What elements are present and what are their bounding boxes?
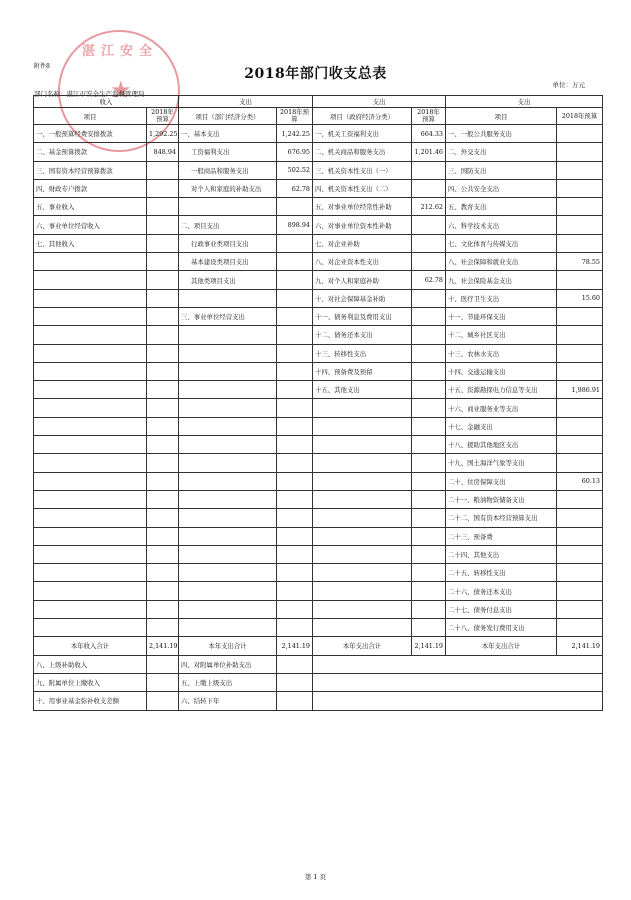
seal-text: 湛江安全 [82,44,159,59]
income-value [147,362,179,380]
income-total-value: 2,141.19 [147,637,179,655]
income-value [147,271,179,289]
income-item: 三、国有资本经营预算拨款 [34,161,147,179]
econ-item [179,454,277,472]
func-value [557,216,603,234]
table-row [34,399,603,417]
expense-header-func: 支出 [446,96,603,108]
func-value: 1,986.91 [557,381,603,399]
func-value [557,143,603,161]
income-value [147,673,179,691]
func-value [557,564,603,582]
func-value [557,326,603,344]
econ-item: 四、对附属单位补助支出 [179,655,277,673]
econ-item [179,326,277,344]
gov-econ-value [412,179,446,197]
table-row [34,545,603,563]
econ-item [179,472,277,490]
table-row [34,655,603,673]
gov-econ-value [412,399,446,417]
econ-value [277,436,313,454]
func-item: 二十五、转移性支出 [446,564,557,582]
table-row [34,490,603,508]
gov-econ-value [412,289,446,307]
func-item: 二十八、债务发行费用支出 [446,619,557,637]
econ-item [179,198,277,216]
income-value [147,490,179,508]
econ-value: 1,242.25 [277,125,313,143]
budget-table [33,95,603,711]
table-row [34,253,603,271]
gov-econ-value [412,436,446,454]
income-header: 收入 [34,96,179,108]
gov-econ-item: 十二、债务还本支出 [313,326,412,344]
income-item [34,436,147,454]
gov-total-label: 本年支出合计 [313,637,412,655]
gov-econ-value [412,381,446,399]
blank-cell [313,692,603,710]
func-value [557,527,603,545]
econ-item: 六、结转下年 [179,692,277,710]
econ-value [277,509,313,527]
income-value [147,326,179,344]
department-name: 部门名称：湛江市安全生产监督管理局 [34,90,145,98]
econ-value [277,673,313,691]
econ-item [179,582,277,600]
econ-item [179,619,277,637]
gov-econ-item: 二、机关商品和服务支出 [313,143,412,161]
econ-item [179,490,277,508]
func-value [557,179,603,197]
blank-cell [313,673,603,691]
income-item [34,490,147,508]
econ-value [277,289,313,307]
table-row [34,362,603,380]
expense-total-label: 本年支出合计 [179,637,277,655]
econ-item [179,600,277,618]
income-value [147,454,179,472]
econ-value [277,619,313,637]
econ-item: 其他类项目支出 [179,271,277,289]
econ-value [277,692,313,710]
econ-item: 基本建设类项目支出 [179,253,277,271]
gov-econ-item [313,454,412,472]
func-item: 十、医疗卫生支出 [446,289,557,307]
func-value [557,509,603,527]
income-item: 二、基金预算拨款 [34,143,147,161]
func-item: 六、科学技术支出 [446,216,557,234]
func-item: 二十一、粮油物资储备支出 [446,490,557,508]
func-value [557,362,603,380]
col-item: 项目 [446,108,557,125]
income-value [147,198,179,216]
table-row [34,198,603,216]
econ-value: 62.78 [277,179,313,197]
income-value: 1,292.25 [147,125,179,143]
table-row [34,527,603,545]
table-row [34,179,603,197]
econ-item [179,436,277,454]
income-value [147,619,179,637]
col-gov-econ-class: 项目（政府经济分类） [313,108,412,125]
gov-econ-item [313,417,412,435]
econ-item [179,564,277,582]
income-item [34,307,147,325]
econ-value [277,564,313,582]
func-value [557,161,603,179]
income-item [34,326,147,344]
func-item: 十四、交通运输支出 [446,362,557,380]
table-row [34,692,603,710]
econ-value [277,655,313,673]
income-item [34,509,147,527]
econ-value [277,527,313,545]
econ-item [179,417,277,435]
table-row [34,234,603,252]
func-item: 十七、金融支出 [446,417,557,435]
table-row [34,216,603,234]
income-item [34,381,147,399]
blank-cell [313,655,603,673]
func-item: 一、一般公共服务支出 [446,125,557,143]
table-row [34,472,603,490]
func-item: 三、国防支出 [446,161,557,179]
income-item [34,564,147,582]
func-value [557,582,603,600]
econ-value [277,326,313,344]
econ-item: 对个人和家庭的补助支出 [179,179,277,197]
table-row [34,564,603,582]
econ-item [179,362,277,380]
table-row [34,125,603,143]
func-value [557,545,603,563]
table-row [34,143,603,161]
income-value [147,216,179,234]
table-row [34,582,603,600]
gov-econ-value [412,527,446,545]
econ-value [277,307,313,325]
econ-value [277,417,313,435]
func-value [557,436,603,454]
gov-econ-value: 62.78 [412,271,446,289]
income-item [34,399,147,417]
func-item: 十八、援助其他地区支出 [446,436,557,454]
gov-econ-item: 四、机关资本性支出（二） [313,179,412,197]
gov-econ-item: 七、对企业补助 [313,234,412,252]
gov-econ-item [313,527,412,545]
income-value [147,234,179,252]
func-item: 五、教育支出 [446,198,557,216]
econ-item: 五、上缴上级支出 [179,673,277,691]
econ-item: 行政事业类项目支出 [179,234,277,252]
func-item: 二十、住房保障支出 [446,472,557,490]
gov-econ-value [412,472,446,490]
gov-econ-item: 八、对企业资本性支出 [313,253,412,271]
econ-item [179,381,277,399]
expense-header-gov: 支出 [313,96,446,108]
unit-label: 单位：万元 [552,81,585,89]
table-row [34,509,603,527]
table-row [34,600,603,618]
func-item: 十三、农林水支出 [446,344,557,362]
func-value [557,344,603,362]
gov-econ-value [412,307,446,325]
gov-econ-item: 一、机关工资福利支出 [313,125,412,143]
econ-item [179,289,277,307]
func-total-value: 2,141.19 [557,637,603,655]
page-number: 第 1 页 [304,873,327,881]
page-title: 2018年部门收支总表 [244,66,387,82]
income-item [34,527,147,545]
gov-econ-value: 1,201.46 [412,143,446,161]
econ-value [277,198,313,216]
func-item: 十九、国土海洋气象等支出 [446,454,557,472]
gov-econ-item [313,545,412,563]
func-value [557,490,603,508]
income-value [147,344,179,362]
gov-econ-item [313,600,412,618]
func-item: 二十二、国有资本经营预算支出 [446,509,557,527]
econ-value [277,362,313,380]
seal-star-icon: ★ [110,76,132,104]
income-value [147,472,179,490]
income-value [147,564,179,582]
gov-econ-value [412,454,446,472]
income-item [34,289,147,307]
gov-econ-item: 十一、债务利息及费用支出 [313,307,412,325]
income-value [147,417,179,435]
func-value [557,619,603,637]
income-item: 十、用事业基金弥补收支差额 [34,692,147,710]
income-item: 八、上级补助收入 [34,655,147,673]
attachment-label: 附件8 [34,63,50,70]
func-item: 二十六、债务还本支出 [446,582,557,600]
econ-item [179,545,277,563]
col-budget: 2018年预算 [147,108,179,125]
func-value [557,307,603,325]
gov-econ-value [412,362,446,380]
econ-value [277,454,313,472]
income-item [34,417,147,435]
income-item [34,582,147,600]
gov-econ-value [412,253,446,271]
income-item [34,600,147,618]
table-row [34,344,603,362]
func-item: 二、外交支出 [446,143,557,161]
gov-econ-value [412,545,446,563]
func-total-label: 本年支出合计 [446,637,557,655]
expense-header: 支出 [179,96,313,108]
table-row [34,436,603,454]
gov-econ-value [412,582,446,600]
func-item: 二十三、预备费 [446,527,557,545]
econ-value [277,490,313,508]
gov-econ-item: 九、对个人和家庭补助 [313,271,412,289]
func-value [557,271,603,289]
income-item: 五、事业收入 [34,198,147,216]
income-value [147,545,179,563]
gov-econ-value [412,326,446,344]
func-item: 二十四、其他支出 [446,545,557,563]
func-value [557,125,603,143]
income-value [147,692,179,710]
income-value [147,381,179,399]
econ-item: 一、基本支出 [179,125,277,143]
func-value [557,399,603,417]
gov-econ-value [412,509,446,527]
gov-econ-item: 六、对事业单位资本性补助 [313,216,412,234]
gov-econ-item: 十四、预备费及预留 [313,362,412,380]
income-item [34,472,147,490]
income-value [147,307,179,325]
gov-econ-item: 十、对社会保障基金补助 [313,289,412,307]
func-item: 九、社会保险基金支出 [446,271,557,289]
func-item: 十五、资源勘探电力信息等支出 [446,381,557,399]
table-row [34,417,603,435]
gov-econ-value [412,161,446,179]
econ-value [277,344,313,362]
income-item: 一、一般预算经费安排拨款 [34,125,147,143]
table-row [34,381,603,399]
econ-value: 898.94 [277,216,313,234]
gov-econ-value: 664.33 [412,125,446,143]
func-value: 15.60 [557,289,603,307]
econ-value: 502.52 [277,161,313,179]
gov-econ-item: 五、对事业单位经常性补助 [313,198,412,216]
totals-row [34,637,603,655]
table-row [34,307,603,325]
income-value [147,509,179,527]
econ-item [179,509,277,527]
gov-econ-value [412,234,446,252]
table-row [34,619,603,637]
col-econ-class: 项目（部门经济分类） [179,108,277,125]
income-item [34,253,147,271]
gov-econ-item [313,582,412,600]
gov-econ-value [412,564,446,582]
econ-value [277,253,313,271]
gov-econ-value [412,216,446,234]
col-budget: 2018年预算 [277,108,313,125]
gov-total-value: 2,141.19 [412,637,446,655]
gov-econ-value [412,490,446,508]
func-item: 十二、城乡社区支出 [446,326,557,344]
func-value [557,234,603,252]
table-row [34,673,603,691]
income-item [34,271,147,289]
income-value [147,582,179,600]
gov-econ-item [313,472,412,490]
func-value: 78.55 [557,253,603,271]
income-value [147,399,179,417]
income-value [147,527,179,545]
income-value [147,161,179,179]
income-item [34,454,147,472]
col-budget: 2018年预算 [412,108,446,125]
func-value [557,454,603,472]
func-item: 十一、节能环保支出 [446,307,557,325]
gov-econ-value [412,600,446,618]
func-value [557,600,603,618]
income-value [147,179,179,197]
econ-value [277,399,313,417]
func-item: 八、社会保障和就业支出 [446,253,557,271]
econ-item: 三、事业单位经营支出 [179,307,277,325]
econ-value [277,545,313,563]
expense-total-value: 2,141.19 [277,637,313,655]
econ-value: 676.95 [277,143,313,161]
gov-econ-item [313,619,412,637]
gov-econ-value [412,417,446,435]
econ-item [179,399,277,417]
table-row [34,326,603,344]
econ-item: 工资福利支出 [179,143,277,161]
income-value [147,253,179,271]
econ-value [277,271,313,289]
func-item: 二十七、债务付息支出 [446,600,557,618]
gov-econ-value: 212.62 [412,198,446,216]
func-value: 60.13 [557,472,603,490]
econ-item [179,344,277,362]
gov-econ-item: 三、机关资本性支出（一） [313,161,412,179]
income-total-label: 本年收入合计 [34,637,147,655]
table-row [34,271,603,289]
income-value [147,655,179,673]
econ-value [277,381,313,399]
gov-econ-item [313,399,412,417]
income-item: 七、其他收入 [34,234,147,252]
func-item: 七、文化体育与传媒支出 [446,234,557,252]
col-budget: 2018年预算 [557,108,603,125]
income-item: 九、附属单位上缴收入 [34,673,147,691]
income-item [34,344,147,362]
gov-econ-value [412,619,446,637]
econ-item: 二、项目支出 [179,216,277,234]
income-item [34,545,147,563]
econ-value [277,582,313,600]
col-item: 项目 [34,108,147,125]
func-item: 四、公共安全支出 [446,179,557,197]
table-row [34,161,603,179]
gov-econ-item: 十五、其他支出 [313,381,412,399]
gov-econ-value [412,344,446,362]
table-row [34,454,603,472]
table-row [34,289,603,307]
gov-econ-item [313,509,412,527]
income-item [34,619,147,637]
gov-econ-item: 十三、转移性支出 [313,344,412,362]
income-item: 六、事业单位经营收入 [34,216,147,234]
econ-value [277,600,313,618]
func-value [557,417,603,435]
econ-value [277,472,313,490]
econ-value [277,234,313,252]
func-item: 十六、商业服务业等支出 [446,399,557,417]
econ-item: 一般商品和服务支出 [179,161,277,179]
income-value [147,436,179,454]
gov-econ-item [313,436,412,454]
gov-econ-item [313,490,412,508]
income-item [34,362,147,380]
gov-econ-item [313,564,412,582]
func-value [557,198,603,216]
econ-item [179,527,277,545]
income-value: 848.94 [147,143,179,161]
income-value [147,600,179,618]
income-value [147,289,179,307]
income-item: 四、财政专户拨款 [34,179,147,197]
